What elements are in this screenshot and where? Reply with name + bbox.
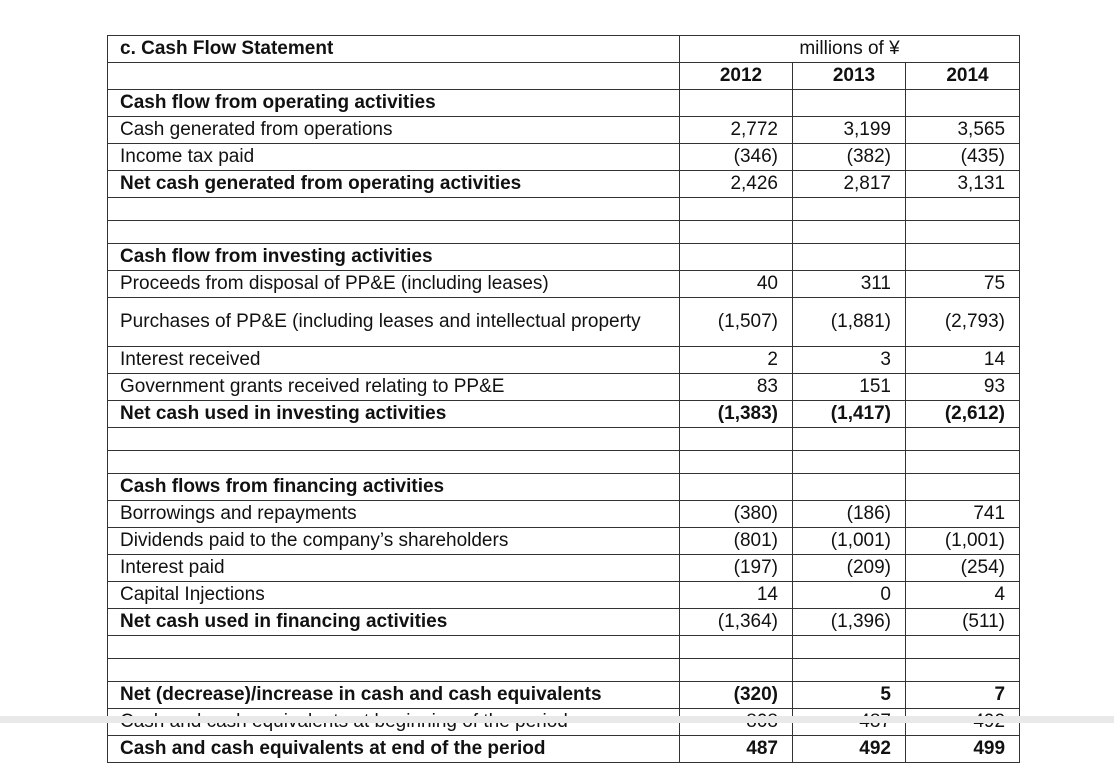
value-2014: (511) xyxy=(906,609,1020,636)
value-2014: 499 xyxy=(906,736,1020,763)
table-row xyxy=(108,555,1020,582)
units-label: millions of ¥ xyxy=(680,36,1020,63)
value-2012: 40 xyxy=(680,271,793,298)
row-label: Net cash used in financing activities xyxy=(108,609,680,636)
value-2012: (197) xyxy=(680,555,793,582)
row-label: Net (decrease)/increase in cash and cash equivalents xyxy=(108,682,680,709)
value-2014: 741 xyxy=(906,501,1020,528)
value-2013: (382) xyxy=(793,144,906,171)
value-2012: 83 xyxy=(680,374,793,401)
value-2014: (435) xyxy=(906,144,1020,171)
cropped-text-fragment xyxy=(0,0,1114,14)
row-label: Purchases of PP&E (including leases and intellectual property xyxy=(108,298,680,347)
blank-cell xyxy=(108,63,680,90)
investing-heading: Cash flow from investing activities xyxy=(108,244,680,271)
value-2013: 3,199 xyxy=(793,117,906,144)
spacer-row xyxy=(108,221,1020,244)
value-2013: 3 xyxy=(793,347,906,374)
value-2012: (1,364) xyxy=(680,609,793,636)
section-heading-row xyxy=(108,90,1020,117)
value-2013: 311 xyxy=(793,271,906,298)
value-2012: 14 xyxy=(680,582,793,609)
value-2012: 2 xyxy=(680,347,793,374)
value-2014: (1,001) xyxy=(906,528,1020,555)
total-row xyxy=(108,682,1020,709)
value-2014: (2,793) xyxy=(906,298,1020,347)
value-2013: 151 xyxy=(793,374,906,401)
section-heading-row xyxy=(108,474,1020,501)
row-label: Net cash used in investing activities xyxy=(108,401,680,428)
title-row xyxy=(108,36,1020,63)
row-label: Borrowings and repayments xyxy=(108,501,680,528)
value-2014: 7 xyxy=(906,682,1020,709)
value-2013: (1,396) xyxy=(793,609,906,636)
section-heading-row xyxy=(108,244,1020,271)
table-row xyxy=(108,582,1020,609)
spacer-row xyxy=(108,451,1020,474)
spacer-row xyxy=(108,198,1020,221)
table-row xyxy=(108,501,1020,528)
row-label: Net cash generated from operating activities xyxy=(108,171,680,198)
row-label: Proceeds from disposal of PP&E (including leases) xyxy=(108,271,680,298)
value-2014: (254) xyxy=(906,555,1020,582)
row-label: Government grants received relating to PP&E xyxy=(108,374,680,401)
operating-heading: Cash flow from operating activities xyxy=(108,90,680,117)
row-label: Dividends paid to the company’s shareholders xyxy=(108,528,680,555)
value-2012: (346) xyxy=(680,144,793,171)
row-label: Capital Injections xyxy=(108,582,680,609)
value-2013: (1,417) xyxy=(793,401,906,428)
value-2012: (1,507) xyxy=(680,298,793,347)
value-2014: 75 xyxy=(906,271,1020,298)
table-row xyxy=(108,298,1020,347)
year-2014: 2014 xyxy=(906,63,1020,90)
table-row xyxy=(108,271,1020,298)
spacer-row xyxy=(108,428,1020,451)
financing-heading: Cash flows from financing activities xyxy=(108,474,680,501)
year-2013: 2013 xyxy=(793,63,906,90)
value-2012: 487 xyxy=(680,736,793,763)
row-label: Interest paid xyxy=(108,555,680,582)
row-label: Cash and cash equivalents at end of the period xyxy=(108,736,680,763)
value-2012: 2,772 xyxy=(680,117,793,144)
value-2013: 5 xyxy=(793,682,906,709)
cash-flow-statement-table xyxy=(107,35,1020,763)
total-row xyxy=(108,736,1020,763)
total-row xyxy=(108,401,1020,428)
total-row xyxy=(108,609,1020,636)
value-2014: 3,131 xyxy=(906,171,1020,198)
value-2014: 3,565 xyxy=(906,117,1020,144)
value-2013: (186) xyxy=(793,501,906,528)
value-2013: 492 xyxy=(793,736,906,763)
value-2013: (1,001) xyxy=(793,528,906,555)
table-row xyxy=(108,528,1020,555)
statement-title: c. Cash Flow Statement xyxy=(108,36,680,63)
value-2012: 2,426 xyxy=(680,171,793,198)
spacer-row xyxy=(108,636,1020,659)
value-2014: 4 xyxy=(906,582,1020,609)
total-row xyxy=(108,171,1020,198)
spacer-row xyxy=(108,659,1020,682)
value-2013: 0 xyxy=(793,582,906,609)
value-2013: (209) xyxy=(793,555,906,582)
row-label: Interest received xyxy=(108,347,680,374)
value-2014: (2,612) xyxy=(906,401,1020,428)
table-row xyxy=(108,374,1020,401)
value-2012: (1,383) xyxy=(680,401,793,428)
value-2013: (1,881) xyxy=(793,298,906,347)
year-2012: 2012 xyxy=(680,63,793,90)
value-2013: 2,817 xyxy=(793,171,906,198)
value-2014: 14 xyxy=(906,347,1020,374)
row-label: Income tax paid xyxy=(108,144,680,171)
row-label: Cash generated from operations xyxy=(108,117,680,144)
table-row xyxy=(108,144,1020,171)
value-2012: (320) xyxy=(680,682,793,709)
value-2012: (380) xyxy=(680,501,793,528)
table-row xyxy=(108,117,1020,144)
value-2012: (801) xyxy=(680,528,793,555)
year-header-row xyxy=(108,63,1020,90)
page-bottom-edge xyxy=(0,716,1114,723)
value-2014: 93 xyxy=(906,374,1020,401)
table-row xyxy=(108,347,1020,374)
